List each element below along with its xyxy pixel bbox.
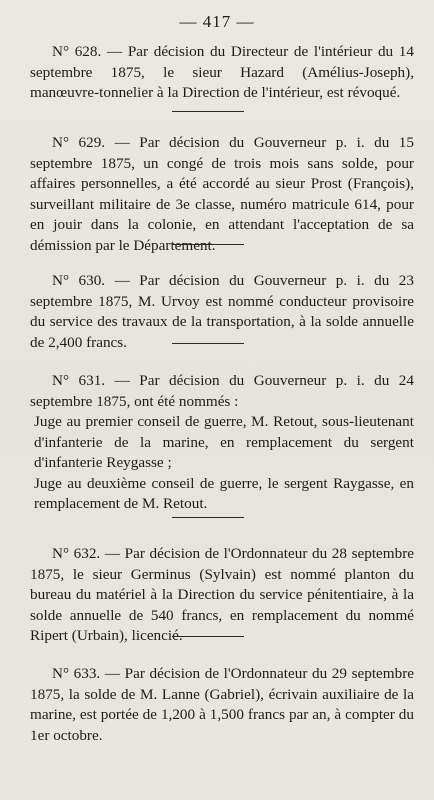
decision-entry-628	[30, 42, 414, 104]
decision-entry-629	[30, 133, 414, 256]
entry-text: N° 631. — Par décision du Gouverneur p. i. du 24 septembre 1875, ont été nommés :	[30, 372, 414, 410]
entry-text: N° 633. — Par décision de l'Ordonnateur du 29 septembre 1875, la solde de M. Lanne (Gabriel), écrivain auxiliaire de la marine, est portée de 1,200 à 1,500 francs par an, à compter du 1er octobre.	[30, 665, 414, 744]
entry-text: N° 632. — Par décision de l'Ordonnateur du 28 septembre 1875, le sieur Germinus (Sylvain) est nommé planton du bureau du matériel à la Direction du service pénitentiaire, à la solde annuelle de 540 francs, en remplacement du nommé Ripert (Urbain), licencié.	[30, 545, 414, 644]
separator-rule	[172, 343, 244, 344]
entry-text: N° 629. — Par décision du Gouverneur p. i. du 15 septembre 1875, un congé de trois mois sans solde, pour affaires personnelles, a été accordé au sieur Prost (François), surveillant militaire de 3e classe, numéro matricule 614, pour en jouir dans la colonie, en attendant l'acceptation de sa démission par le Département.	[30, 134, 414, 254]
decision-entry-632	[30, 544, 414, 647]
decision-entry-631	[30, 371, 414, 515]
decision-entry-633	[30, 664, 414, 746]
decision-entry-630	[30, 271, 414, 353]
separator-rule	[172, 111, 244, 112]
separator-rule	[172, 517, 244, 518]
entry-text: N° 628. — Par décision du Directeur de l'intérieur du 14 septembre 1875, le sieur Hazard (Amélius-Joseph), manœuvre-tonnelier à la Direction de l'intérieur, est révoqué.	[30, 43, 414, 101]
separator-rule	[172, 244, 244, 245]
separator-rule	[172, 636, 244, 637]
entry-text: N° 630. — Par décision du Gouverneur p. i. du 23 septembre 1875, M. Urvoy est nommé conducteur provisoire du service des travaux de la transportation, à la solde annuelle de 2,400 francs.	[30, 272, 414, 351]
page-number: — 417 —	[179, 12, 255, 31]
entry-subparagraph: Juge au premier conseil de guerre, M. Retout, sous-lieutenant d'infanterie de la marine, en remplacement du sergent d'infanterie Reygasse ;	[34, 413, 414, 471]
entry-subparagraph: Juge au deuxième conseil de guerre, le sergent Raygasse, en remplacement de M. Retout.	[34, 474, 414, 512]
